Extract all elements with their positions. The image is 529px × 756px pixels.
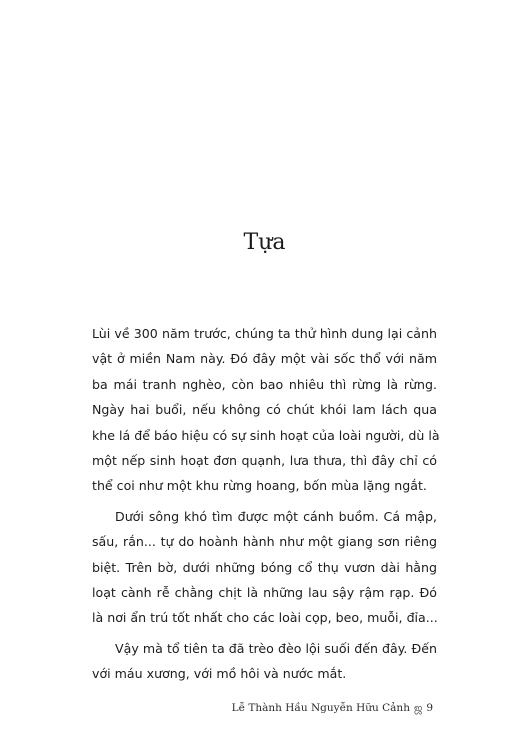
text-line: loạt cành rễ chằng chịt là những lau sậy rậm rạp. Đó bbox=[92, 585, 437, 601]
text-line: Ngày hai buổi, nếu không có chút khói lam lách qua bbox=[92, 402, 437, 418]
text-line: là nơi ẩn trú tốt nhất cho các loài cọp, beo, muỗi, đỉa... bbox=[92, 610, 438, 626]
page-title: Tựa bbox=[243, 230, 286, 255]
text-line: một nếp sinh hoạt đơn quạnh, lưa thưa, thì đây chỉ có bbox=[92, 453, 437, 469]
text-line: thể coi như một khu rừng hoang, bốn mùa lặng ngắt. bbox=[92, 478, 427, 494]
text-line: Lùi về 300 năm trước, chúng ta thử hình dung lại cảnh bbox=[92, 326, 437, 341]
text-line: sấu, rắn... tự do hoành hành như một giang sơn riêng bbox=[92, 534, 437, 550]
ornament-icon: ஜ bbox=[413, 703, 423, 714]
text-line: với máu xương, với mồ hôi và nước mắt. bbox=[92, 666, 347, 682]
text-line: Dưới sông khó tìm được một cánh buồm. Cá mập, bbox=[115, 508, 437, 524]
page-footer bbox=[232, 701, 433, 716]
text-line: biệt. Trên bờ, dưới những bóng cổ thụ vươn dài hằng bbox=[92, 559, 437, 575]
paragraph bbox=[92, 321, 440, 499]
text-line: khe lá để báo hiệu có sự sinh hoạt của loài người, dù là bbox=[92, 427, 440, 443]
text-line: vật ở miền Nam này. Đó đây một vài sốc thổ với năm bbox=[92, 351, 437, 367]
body-text bbox=[92, 321, 440, 687]
running-title: Lễ Thành Hầu Nguyễn Hữu Cảnh bbox=[231, 702, 410, 714]
page-number: 9 bbox=[426, 702, 433, 714]
text-line: Vậy mà tổ tiên ta đã trèo đèo lội suối đến đây. Đến bbox=[115, 640, 437, 656]
paragraph bbox=[92, 636, 437, 687]
text-line: ba mái tranh nghèo, còn bao nhiêu thì rừng là rừng. bbox=[92, 376, 437, 392]
paragraph bbox=[92, 504, 437, 631]
